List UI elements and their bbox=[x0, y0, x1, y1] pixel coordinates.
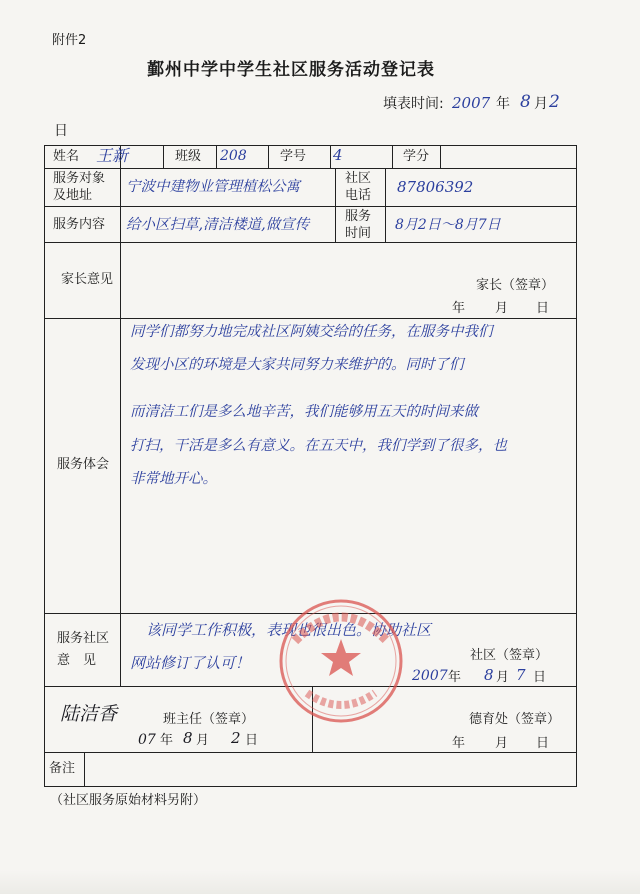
community-opinion-text-1: 该同学工作积极，表现也很出色。协助社区 bbox=[146, 621, 432, 639]
student-id-label: 学号 bbox=[280, 149, 307, 164]
community-date-day: 7 bbox=[516, 666, 526, 684]
credit-label: 学分 bbox=[403, 149, 430, 164]
teacher-date-month: 8 bbox=[183, 729, 193, 747]
parent-opinion-label: 家长意见 bbox=[61, 272, 114, 287]
teacher-date-year: 07 bbox=[138, 732, 156, 748]
community-date-month-unit: 月 bbox=[496, 670, 510, 685]
moral-office-date-year: 年 bbox=[452, 736, 466, 751]
fill-date-label: 填表时间: bbox=[383, 96, 444, 112]
teacher-signature: 陆洁香 bbox=[60, 703, 118, 725]
experience-line: 发现小区的环境是大家共同努力来维护的。同时了们 bbox=[130, 357, 464, 373]
name-value: 王新 bbox=[96, 146, 129, 165]
moral-office-date-day: 日 bbox=[536, 736, 550, 751]
attachment-label: 附件2 bbox=[52, 33, 87, 48]
community-date-day-unit: 日 bbox=[533, 670, 547, 685]
teacher-date-month-unit: 月 bbox=[196, 733, 210, 748]
phone-label: 电话 bbox=[345, 188, 372, 203]
experience-line: 同学们都努力地完成社区阿姨交给的任务，在服务中我们 bbox=[130, 324, 493, 340]
fill-date-day: 2 bbox=[549, 92, 560, 112]
community-date-year-unit: 年 bbox=[448, 670, 462, 685]
teacher-date-day-unit: 日 bbox=[245, 733, 259, 748]
service-content-label: 服务内容 bbox=[53, 217, 106, 232]
service-time-value: 8月2日～8月7日 bbox=[395, 217, 501, 233]
parent-date-month: 月 bbox=[495, 301, 509, 316]
community-opinion-label-2: 意 见 bbox=[57, 653, 97, 668]
class-label: 班级 bbox=[175, 149, 202, 164]
service-target-label-2: 及地址 bbox=[53, 188, 93, 203]
service-time-label-1: 服务 bbox=[345, 209, 372, 224]
experience-line: 而清洁工们是多么地辛苦，我们能够用五天的时间来做 bbox=[130, 404, 478, 420]
service-content-value: 给小区扫草,清洁楼道,做宣传 bbox=[126, 217, 310, 233]
community-opinion-text-2: 网站修订了认可！ bbox=[130, 654, 251, 672]
service-target-label-1: 服务对象 bbox=[53, 171, 106, 186]
teacher-date-day: 2 bbox=[231, 729, 241, 747]
name-label: 姓名 bbox=[53, 149, 80, 164]
teacher-date-year-unit: 年 bbox=[160, 733, 174, 748]
community-opinion-label-1: 服务社区 bbox=[57, 631, 110, 646]
remarks-label: 备注 bbox=[49, 761, 76, 776]
fill-date-month-unit: 月 bbox=[534, 96, 548, 112]
phone-value: 87806392 bbox=[397, 178, 474, 196]
service-time-label-2: 时间 bbox=[345, 226, 372, 241]
teacher-sign-label: 班主任（签章） bbox=[163, 712, 255, 727]
experience-line: 打扫，干活是多么有意义。在五天中，我们学到了很多，也 bbox=[130, 438, 507, 454]
class-value: 208 bbox=[220, 148, 247, 164]
experience-label: 服务体会 bbox=[57, 457, 110, 472]
community-sign-label: 社区（签章） bbox=[470, 648, 549, 663]
fill-date-year-unit: 年 bbox=[496, 96, 510, 112]
scan-bottom-edge bbox=[0, 870, 640, 894]
moral-office-sign-label: 德育处（签章） bbox=[469, 712, 561, 727]
experience-line: 非常地开心。 bbox=[130, 471, 217, 487]
student-id-value: 4 bbox=[333, 146, 343, 164]
community-date-year: 2007 bbox=[412, 668, 448, 684]
community-stamp bbox=[277, 597, 405, 725]
footer-note: （社区服务原始材料另附） bbox=[50, 793, 207, 808]
form-title: 鄞州中学中学生社区服务活动登记表 bbox=[147, 60, 435, 80]
community-label: 社区 bbox=[345, 171, 372, 186]
service-target-value: 宁波中建物业管理植松公寓 bbox=[126, 179, 300, 195]
fill-date-month: 8 bbox=[520, 92, 531, 112]
fill-date-year: 2007 bbox=[452, 94, 491, 112]
parent-date-year: 年 bbox=[452, 301, 466, 316]
fill-date-day-unit: 日 bbox=[54, 123, 68, 139]
parent-date-day: 日 bbox=[536, 301, 550, 316]
moral-office-date-month: 月 bbox=[495, 736, 509, 751]
parent-sign-label: 家长（签章） bbox=[476, 278, 555, 293]
community-date-month: 8 bbox=[484, 666, 494, 684]
